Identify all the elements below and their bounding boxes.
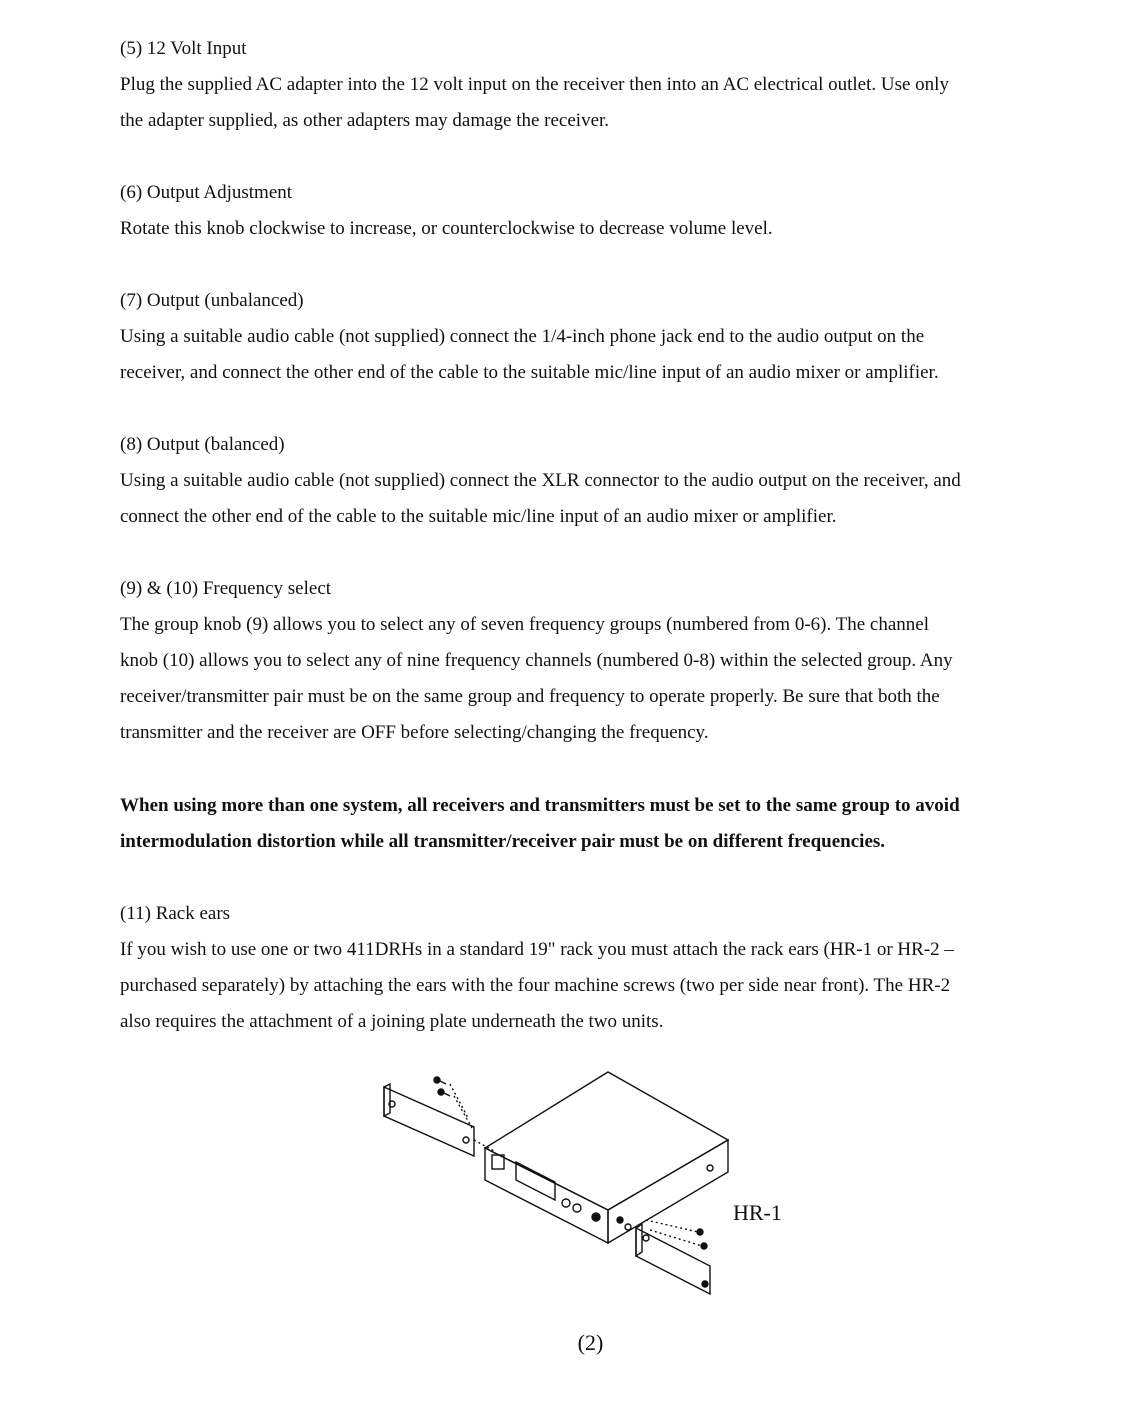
- section-8-line-2: connect the other end of the cable to the suitable mic/line input of an audio mixer or amplifier.: [120, 506, 837, 527]
- section-7-heading: (7) Output (unbalanced): [120, 290, 304, 311]
- section-11-heading: (11) Rack ears: [120, 903, 231, 924]
- receiver-side: [608, 1140, 728, 1243]
- section-9-10-line-3: receiver/transmitter pair must be on the same group and frequency to operate properly. Be sure that both the: [120, 686, 940, 707]
- left-rack-ear: [384, 1087, 474, 1156]
- section-9-10-line-1: The group knob (9) allows you to select any of seven frequency groups (numbered from 0-6). The channel: [120, 614, 930, 635]
- section-7-line-2: receiver, and connect the other end of the cable to the suitable mic/line input of an audio mixer or amplifier.: [120, 362, 939, 383]
- side-jack: [707, 1165, 713, 1171]
- section-9-10-line-2: knob (10) allows you to select any of nine frequency channels (numbered 0-8) within the selected group. Any: [120, 650, 953, 671]
- knob-b: [573, 1204, 581, 1212]
- section-7-line-1: Using a suitable audio cable (not supplied) connect the 1/4-inch phone jack end to the audio output on the: [120, 326, 925, 347]
- page-number: (2): [577, 1330, 604, 1355]
- section-9-10-line-4: transmitter and the receiver are OFF before selecting/changing the frequency.: [120, 722, 709, 743]
- section-11-line-2: purchased separately) by attaching the ears with the four machine screws (two per side near front). The HR-2: [120, 975, 951, 996]
- section-5-heading: (5) 12 Volt Input: [120, 38, 247, 59]
- section-11-line-1: If you wish to use one or two 411DRHs in a standard 19" rack you must attach the rack ears (HR-1 or HR-2 –: [120, 939, 954, 960]
- section-11-line-3: also requires the attachment of a joining plate underneath the two units.: [120, 1011, 664, 1032]
- section-5-line-1: Plug the supplied AC adapter into the 12 volt input on the receiver then into an AC electrical outlet. Use only: [120, 74, 949, 95]
- section-6-line-1: Rotate this knob clockwise to increase, or counterclockwise to decrease volume level.: [120, 218, 773, 239]
- section-9-10-heading: (9) & (10) Frequency select: [120, 578, 332, 599]
- figure-label-hr1: HR-1: [733, 1200, 782, 1225]
- receiver-top: [485, 1072, 728, 1210]
- warning-line-1: When using more than one system, all receivers and transmitters must be set to the same group to avoid: [120, 795, 960, 816]
- knob-a: [562, 1199, 570, 1207]
- knob-c: [592, 1213, 600, 1221]
- rack-ears-illustration: [370, 1060, 750, 1310]
- section-5-line-2: the adapter supplied, as other adapters may damage the receiver.: [120, 110, 610, 131]
- section-8-heading: (8) Output (balanced): [120, 434, 285, 455]
- right-rack-ear: [636, 1228, 710, 1294]
- warning-line-2: intermodulation distortion while all transmitter/receiver pair must be on different frequencies.: [120, 831, 886, 852]
- section-6-heading: (6) Output Adjustment: [120, 182, 293, 203]
- section-8-line-1: Using a suitable audio cable (not supplied) connect the XLR connector to the audio output on the receiver, and: [120, 470, 961, 491]
